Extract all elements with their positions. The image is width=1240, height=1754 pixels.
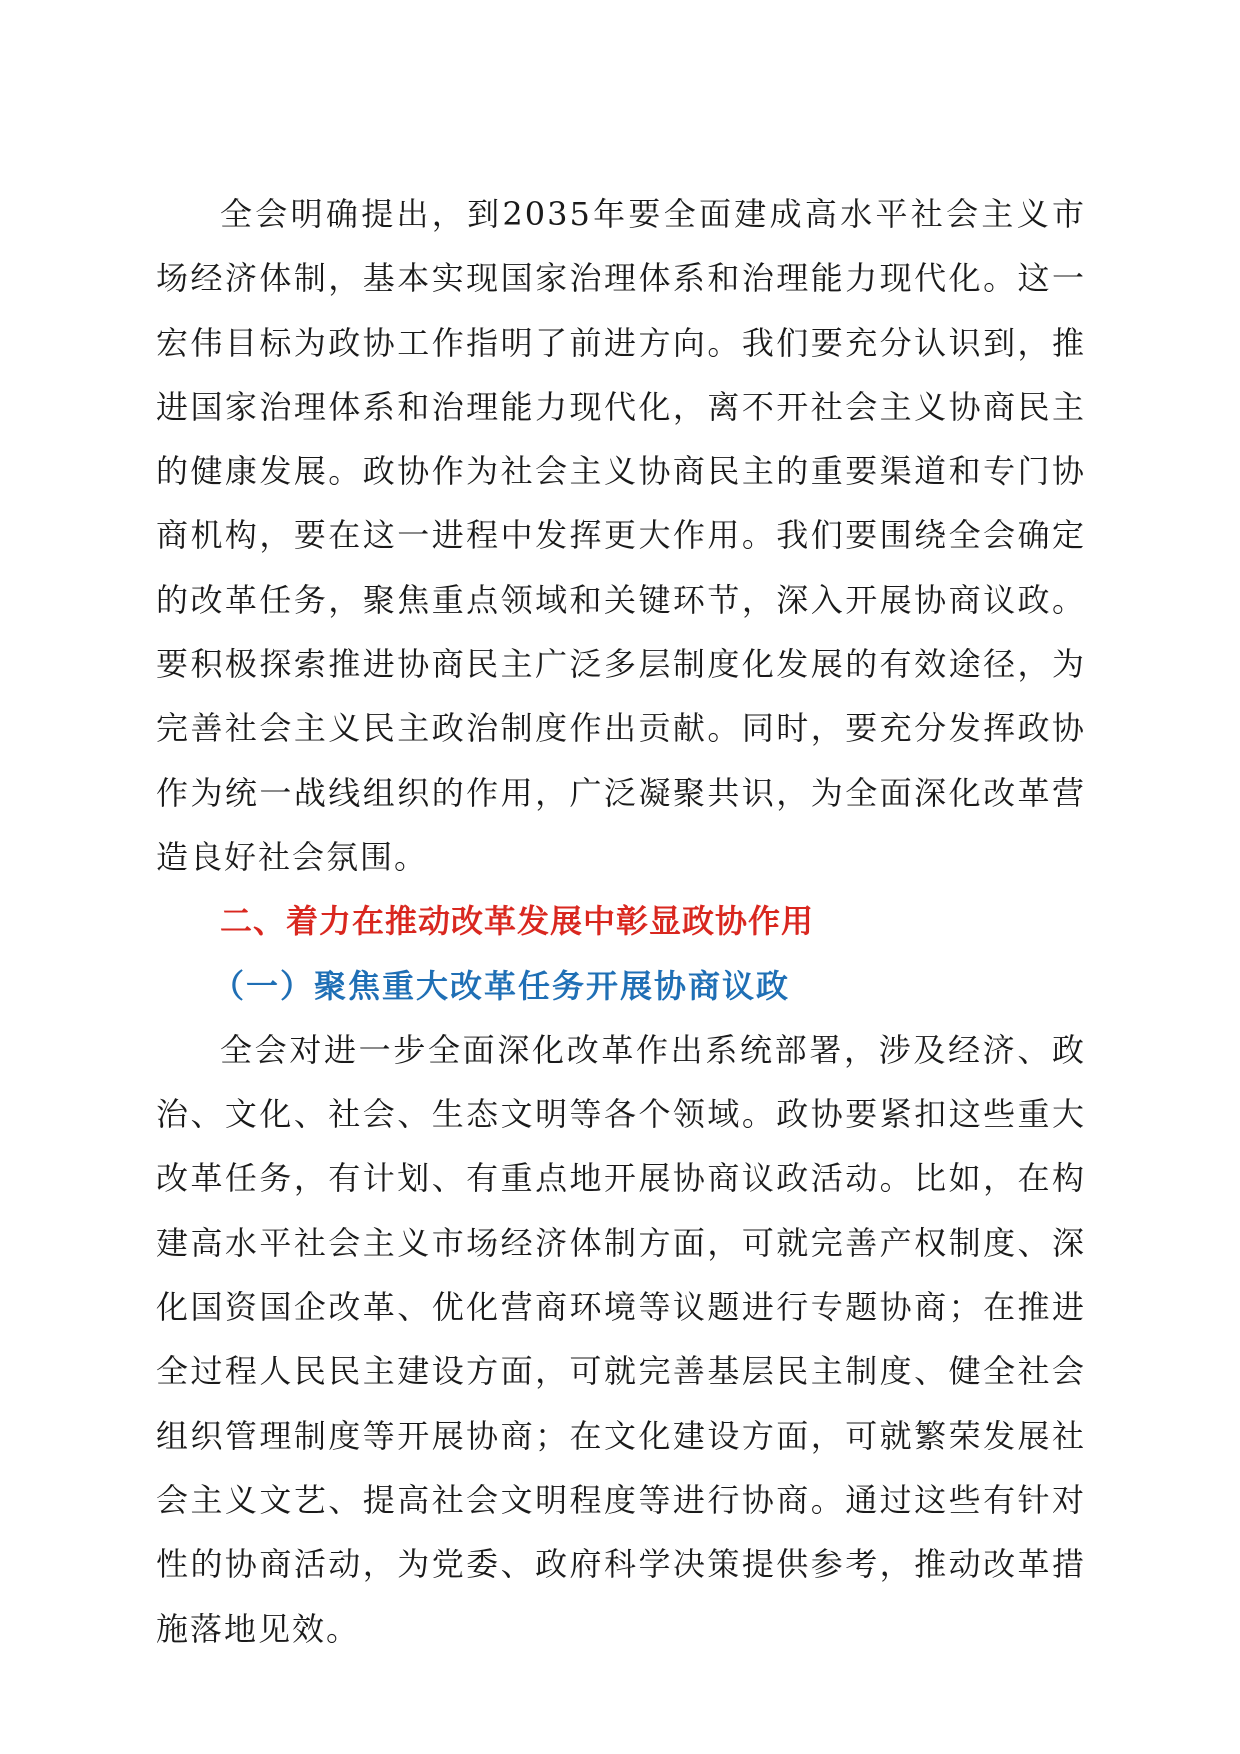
body-paragraph-2: 全会对进一步全面深化改革作出系统部署，涉及经济、政治、文化、社会、生态文明等各个领域。政协要紧扣这些重大改革任务，有计划、有重点地开展协商议政活动。比如，在构建高水平社会主义市场经济体制方面，可就完善产权制度、深化国资国企改革、优化营商环境等议题进行专题协商；在推进全过程人民民主建设方面，可就完善基层民主制度、健全社会组织管理制度等开展协商；在文化建设方面，可就繁荣发展社会主义文艺、提高社会文明程度等进行协商。通过这些有针对性的协商活动，为党委、政府科学决策提供参考，推动改革措施落地见效。: [156, 1030, 1086, 1648]
document-body: [156, 182, 1086, 1661]
subsection-heading: （一）聚焦重大改革任务开展协商议政: [212, 966, 791, 1005]
body-paragraph-1: 全会明确提出，到2035年要全面建成高水平社会主义市场经济体制，基本实现国家治理体系和治理能力现代化。这一宏伟目标为政协工作指明了前进方向。我们要充分认识到，推进国家治理体系和治理能力现代化，离不开社会主义协商民主的健康发展。政协作为社会主义协商民主的重要渠道和专门协商机构，要在这一进程中发挥更大作用。我们要围绕全会确定的改革任务，聚焦重点领域和关键环节，深入开展协商议政。要积极探索推进协商民主广泛多层制度化发展的有效途径，为完善社会主义民主政治制度作出贡献。同时，要充分发挥政协作为统一战线组织的作用，广泛凝聚共识，为全面深化改革营造良好社会氛围。: [156, 195, 1086, 876]
section-heading: 二、着力在推动改革发展中彰显政协作用: [220, 902, 815, 941]
